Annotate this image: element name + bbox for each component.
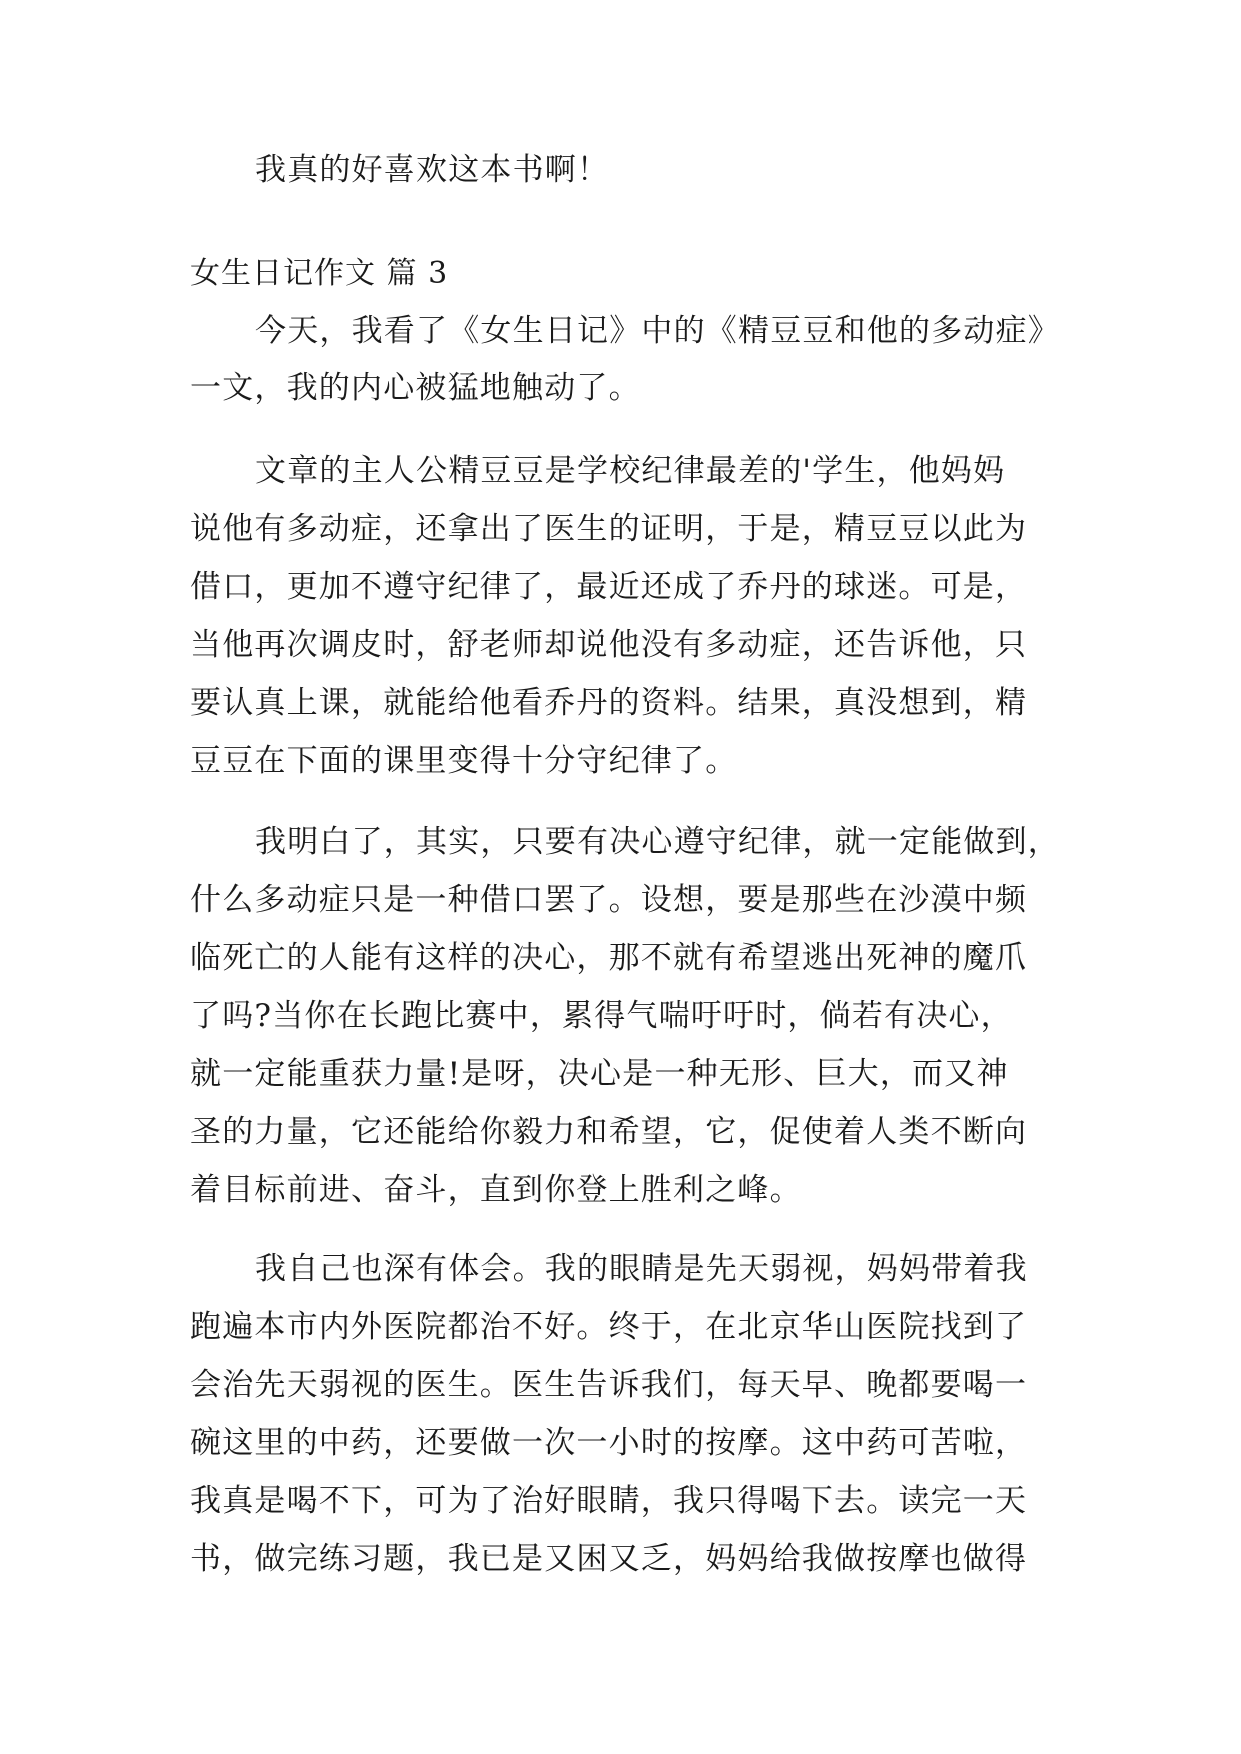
paragraph-line: 书，做完练习题，我已是又困又乏，妈妈给我做按摩也做得 — [190, 1541, 1028, 1577]
paragraph-line: 借口，更加不遵守纪律了，最近还成了乔丹的球迷。可是， — [190, 569, 1028, 605]
paragraph-line: 就一定能重获力量!是呀，决心是一种无形、巨大，而又神 — [190, 1056, 1009, 1092]
paragraph-line: 会治先天弱视的医生。医生告诉我们，每天早、晚都要喝一 — [190, 1367, 1028, 1403]
paragraph-line: 文章的主人公精豆豆是学校纪律最差的'学生，他妈妈 — [255, 453, 1006, 489]
paragraph-line: 临死亡的人能有这样的决心，那不就有希望逃出死神的魔爪 — [190, 940, 1028, 976]
paragraph-line: 着目标前进、奋斗，直到你登上胜利之峰。 — [190, 1172, 802, 1208]
paragraph-line: 什么多动症只是一种借口罢了。设想，要是那些在沙漠中频 — [190, 882, 1028, 918]
paragraph-line: 当他再次调皮时，舒老师却说他没有多动症，还告诉他，只 — [190, 627, 1028, 663]
section-heading: 女生日记作文 篇 3 — [190, 256, 449, 291]
paragraph-line: 说他有多动症，还拿出了医生的证明，于是，精豆豆以此为 — [190, 511, 1028, 547]
paragraph-line: 我自己也深有体会。我的眼睛是先天弱视，妈妈带着我 — [255, 1251, 1028, 1287]
paragraph-line: 了吗?当你在长跑比赛中，累得气喘吁吁时，倘若有决心， — [190, 998, 1013, 1034]
opening-line: 我真的好喜欢这本书啊！ — [255, 152, 610, 188]
paragraph-line: 我明白了，其实，只要有决心遵守纪律，就一定能做到， — [255, 824, 1060, 860]
paragraph-line: 圣的力量，它还能给你毅力和希望，它，促使着人类不断向 — [190, 1114, 1028, 1150]
paragraph-line: 今天，我看了《女生日记》中的《精豆豆和他的多动症》 — [255, 313, 1060, 349]
paragraph-line: 我真是喝不下，可为了治好眼睛，我只得喝下去。读完一天 — [190, 1483, 1028, 1519]
paragraph-line: 碗这里的中药，还要做一次一小时的按摩。这中药可苦啦， — [190, 1425, 1028, 1461]
paragraph-line: 一文，我的内心被猛地触动了。 — [190, 370, 641, 406]
paragraph-line: 豆豆在下面的课里变得十分守纪律了。 — [190, 743, 738, 779]
paragraph-line: 要认真上课，就能给他看乔丹的资料。结果，真没想到，精 — [190, 685, 1028, 721]
paragraph-line: 跑遍本市内外医院都治不好。终于，在北京华山医院找到了 — [190, 1309, 1028, 1345]
